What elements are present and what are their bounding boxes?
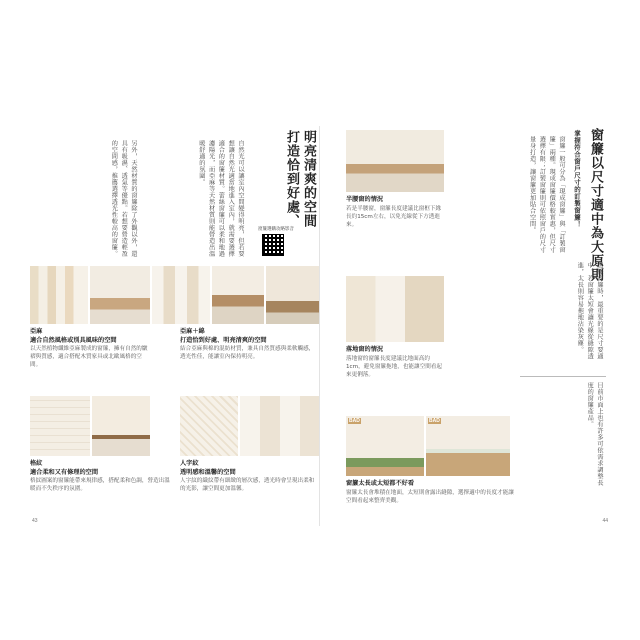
qr-code[interactable] [262, 234, 284, 256]
photo-linen-1 [30, 266, 88, 324]
photo-bad-long [346, 416, 424, 476]
caption-linen: 亞麻 適合自然風格或別具風味的空間 以天然植物纖維亞麻製成的窗簾，擁有自然的皺褶與質感，適合搭配木質家具或北歐風格的空間。 [30, 328, 148, 368]
caption-bad: 窗簾太長或太短都不好看 窗簾太長會堆積在地面，太短則會露出縫隙，選擇適中的長度才能讓空間看起來整齊美觀。 [346, 480, 514, 504]
photo-linen-cotton-3 [266, 266, 320, 324]
photo-bad-short [426, 416, 510, 476]
left-title-col1: 打造恰到好處、 [284, 130, 299, 228]
page-number-right: 44 [602, 518, 608, 524]
caption-floor-window: 落地窗的情況 落地窗的窗簾長度建議比地面高約1cm，避免窗簾拖地，也能讓空間看起來更俐落。 [346, 346, 442, 378]
right-subtitle: 掌握符合窗戶尺寸的訂製窗簾！ [573, 130, 581, 228]
right-page [320, 126, 610, 526]
caption-herringbone: 人字紋 透明感和溫馨的空間 人字紋的織紋帶有細緻的層次感，透光時會呈現出柔和的光影，讓空間更加溫馨。 [180, 460, 315, 492]
photo-floor-window [346, 276, 444, 342]
right-body-text: 窗簾一般可分為「現成窗簾」與「訂製窗簾」兩種。現成窗簾價格較實惠，但尺寸選擇有限；訂製窗簾則可依照窗戶的尺寸量身打造，讓窗簾更加貼合空間。 [528, 136, 565, 253]
caption-check: 格紋 適合柔和又有條理的空間 格紋圖案的窗簾能帶來規律感，搭配柔和色調，營造出溫暖而不失秩序的氛圍。 [30, 460, 170, 492]
photo-check-1 [30, 396, 90, 456]
left-page [30, 126, 320, 526]
left-title-col2: 明亮清爽的空間 [301, 130, 316, 228]
bad-label-2: BAD [429, 418, 440, 424]
right-body-text-3: 目前市面上也有許多可依需求調整長度的窗簾產品。 [586, 382, 603, 486]
caption-half-window: 半腰窗的情況 若是半腰窗，窗簾長度建議比窗框下緣長約15cm左右，以免光線從下方透進來。 [346, 196, 442, 228]
qr-label: 窗簾選購攻略影音 [258, 227, 294, 232]
book-spread [30, 126, 610, 526]
bad-label-1: BAD [349, 418, 360, 424]
photo-herringbone-2 [240, 396, 320, 456]
photo-half-window [346, 130, 444, 192]
caption-linen-cotton: 亞麻＋綿 打造恰到好處、明亮清爽的空間 結合亞麻與棉的混紡材質，兼具自然質感與柔軟觸感，透光性佳，能讓室內保持明亮。 [180, 328, 315, 360]
left-body-text: 自然光可以讓室內空間變得明亮，但若要想讓自然光適當地進入室內，就需要選擇適合的窗簾材質。蕾絲窗簾可以柔和地過濾陽光，而亞麻等天然材質則能營造出溫暖舒適的氛圍。 [197, 140, 244, 257]
photo-linen-cotton-2 [212, 266, 264, 324]
page-number-left: 43 [32, 518, 38, 524]
right-title: 窗簾以尺寸適中為大原則 [588, 128, 603, 282]
left-body-text-2: 另外，天然材質的窗簾除了外觀以外，還具有吸濕、透氣等優點。若想要營造輕盈的空間感，推薦選擇透光性較高的窗簾。 [110, 140, 137, 257]
photo-linen-cotton-1 [152, 266, 210, 324]
photo-check-2 [92, 396, 150, 456]
section-rule [520, 376, 606, 377]
right-body-text-2: 選擇窗簾時，最重要的是尺寸要適中。若窗簾太短會讓光線從縫隙透進，太長則容易拖地沾染灰塵。 [576, 262, 603, 360]
photo-herringbone-1 [180, 396, 238, 456]
photo-linen-2 [90, 266, 150, 324]
